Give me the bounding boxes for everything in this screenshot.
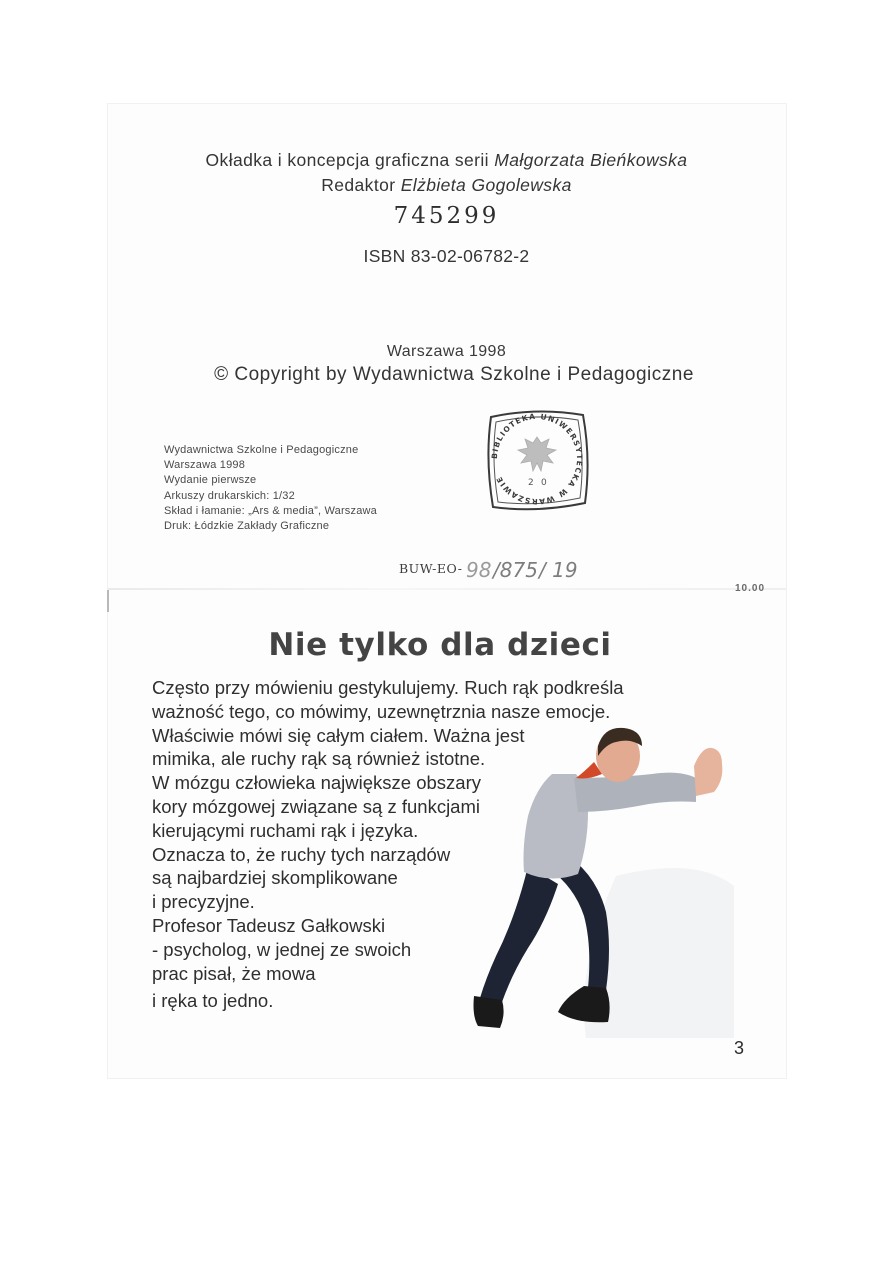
catalog-number: 745299 — [393, 203, 500, 229]
body-line: i precyzyjne. — [152, 891, 255, 913]
corner-note: 10.00 — [735, 583, 766, 594]
body-line: Oznacza to, że ruchy tych narządów — [152, 843, 451, 865]
editor-prefix: Redaktor — [321, 175, 396, 195]
handwritten-number-a: 98 — [466, 558, 492, 582]
imprint-block — [164, 443, 377, 534]
imprint-line: Druk: Łódzkie Zakłady Graficzne — [164, 520, 330, 533]
imprint-line: Skład i łamanie: „Ars & media”, Warszawa — [164, 504, 377, 517]
page-number: 3 — [734, 1038, 745, 1058]
body-line: W mózgu człowieka największe obszary — [152, 772, 482, 794]
call-number-prefix: BUW-EO- — [399, 561, 463, 576]
handwritten-number-c: / 19 — [539, 558, 578, 582]
copyright-line: © Copyright by Wydawnictwa Szkolne i Pedagogiczne — [214, 364, 694, 385]
body-line: - psycholog, w jednej ze swoich — [152, 938, 412, 960]
editor-credit — [0, 175, 893, 196]
body-line: kory mózgowej związane są z funkcjami — [152, 795, 480, 817]
body-line: są najbardziej skomplikowane — [152, 867, 398, 889]
body-line: Właściwie mówi się całym ciałem. Ważna jest — [152, 724, 525, 746]
body-line: ważność tego, co mówimy, uzewnętrznia nasze emocje. — [152, 700, 611, 722]
svg-text:BIBLIOTEKA UNIWERSYTECKA W WAR: BIBLIOTEKA UNIWERSYTECKA W WARSZAWIE — [489, 411, 585, 507]
cover-credit — [0, 150, 893, 171]
imprint-line: Warszawa 1998 — [164, 459, 246, 472]
imprint-line: Arkuszy drukarskich: 1/32 — [164, 489, 295, 502]
body-line: Profesor Tadeusz Gałkowski — [152, 914, 386, 936]
body-line: i ręka to jedno. — [152, 990, 274, 1012]
page-fold-line — [108, 588, 786, 590]
body-line: Często przy mówieniu gestykulujemy. Ruch rąk podkreśla — [152, 677, 624, 698]
body-line: kierującymi ruchami rąk i języka. — [152, 819, 419, 841]
boy-pushing-illustration — [466, 716, 736, 1038]
body-line: mimika, ale ruchy rąk są również istotne. — [152, 748, 486, 770]
cover-credit-prefix: Okładka i koncepcja graficzna serii — [205, 150, 489, 170]
scan-edge-mark — [107, 590, 109, 612]
handwritten-number-b: /875 — [493, 558, 538, 582]
svg-text:0: 0 — [541, 478, 547, 488]
city-year: Warszawa 1998 — [386, 343, 507, 360]
svg-text:2: 2 — [528, 478, 534, 488]
imprint-line: Wydawnictwa Szkolne i Pedagogiczne — [164, 444, 359, 456]
article-title: Nie tylko dla dzieci — [268, 627, 612, 663]
editor-name: Elżbieta Gogolewska — [400, 175, 572, 195]
imprint-line: Wydanie pierwsze — [164, 474, 257, 487]
isbn: ISBN 83-02-06782-2 — [363, 246, 530, 266]
cover-credit-name: Małgorzata Bieńkowska — [494, 150, 688, 170]
body-line: prac pisał, że mowa — [152, 962, 316, 984]
library-stamp-icon — [481, 403, 593, 515]
